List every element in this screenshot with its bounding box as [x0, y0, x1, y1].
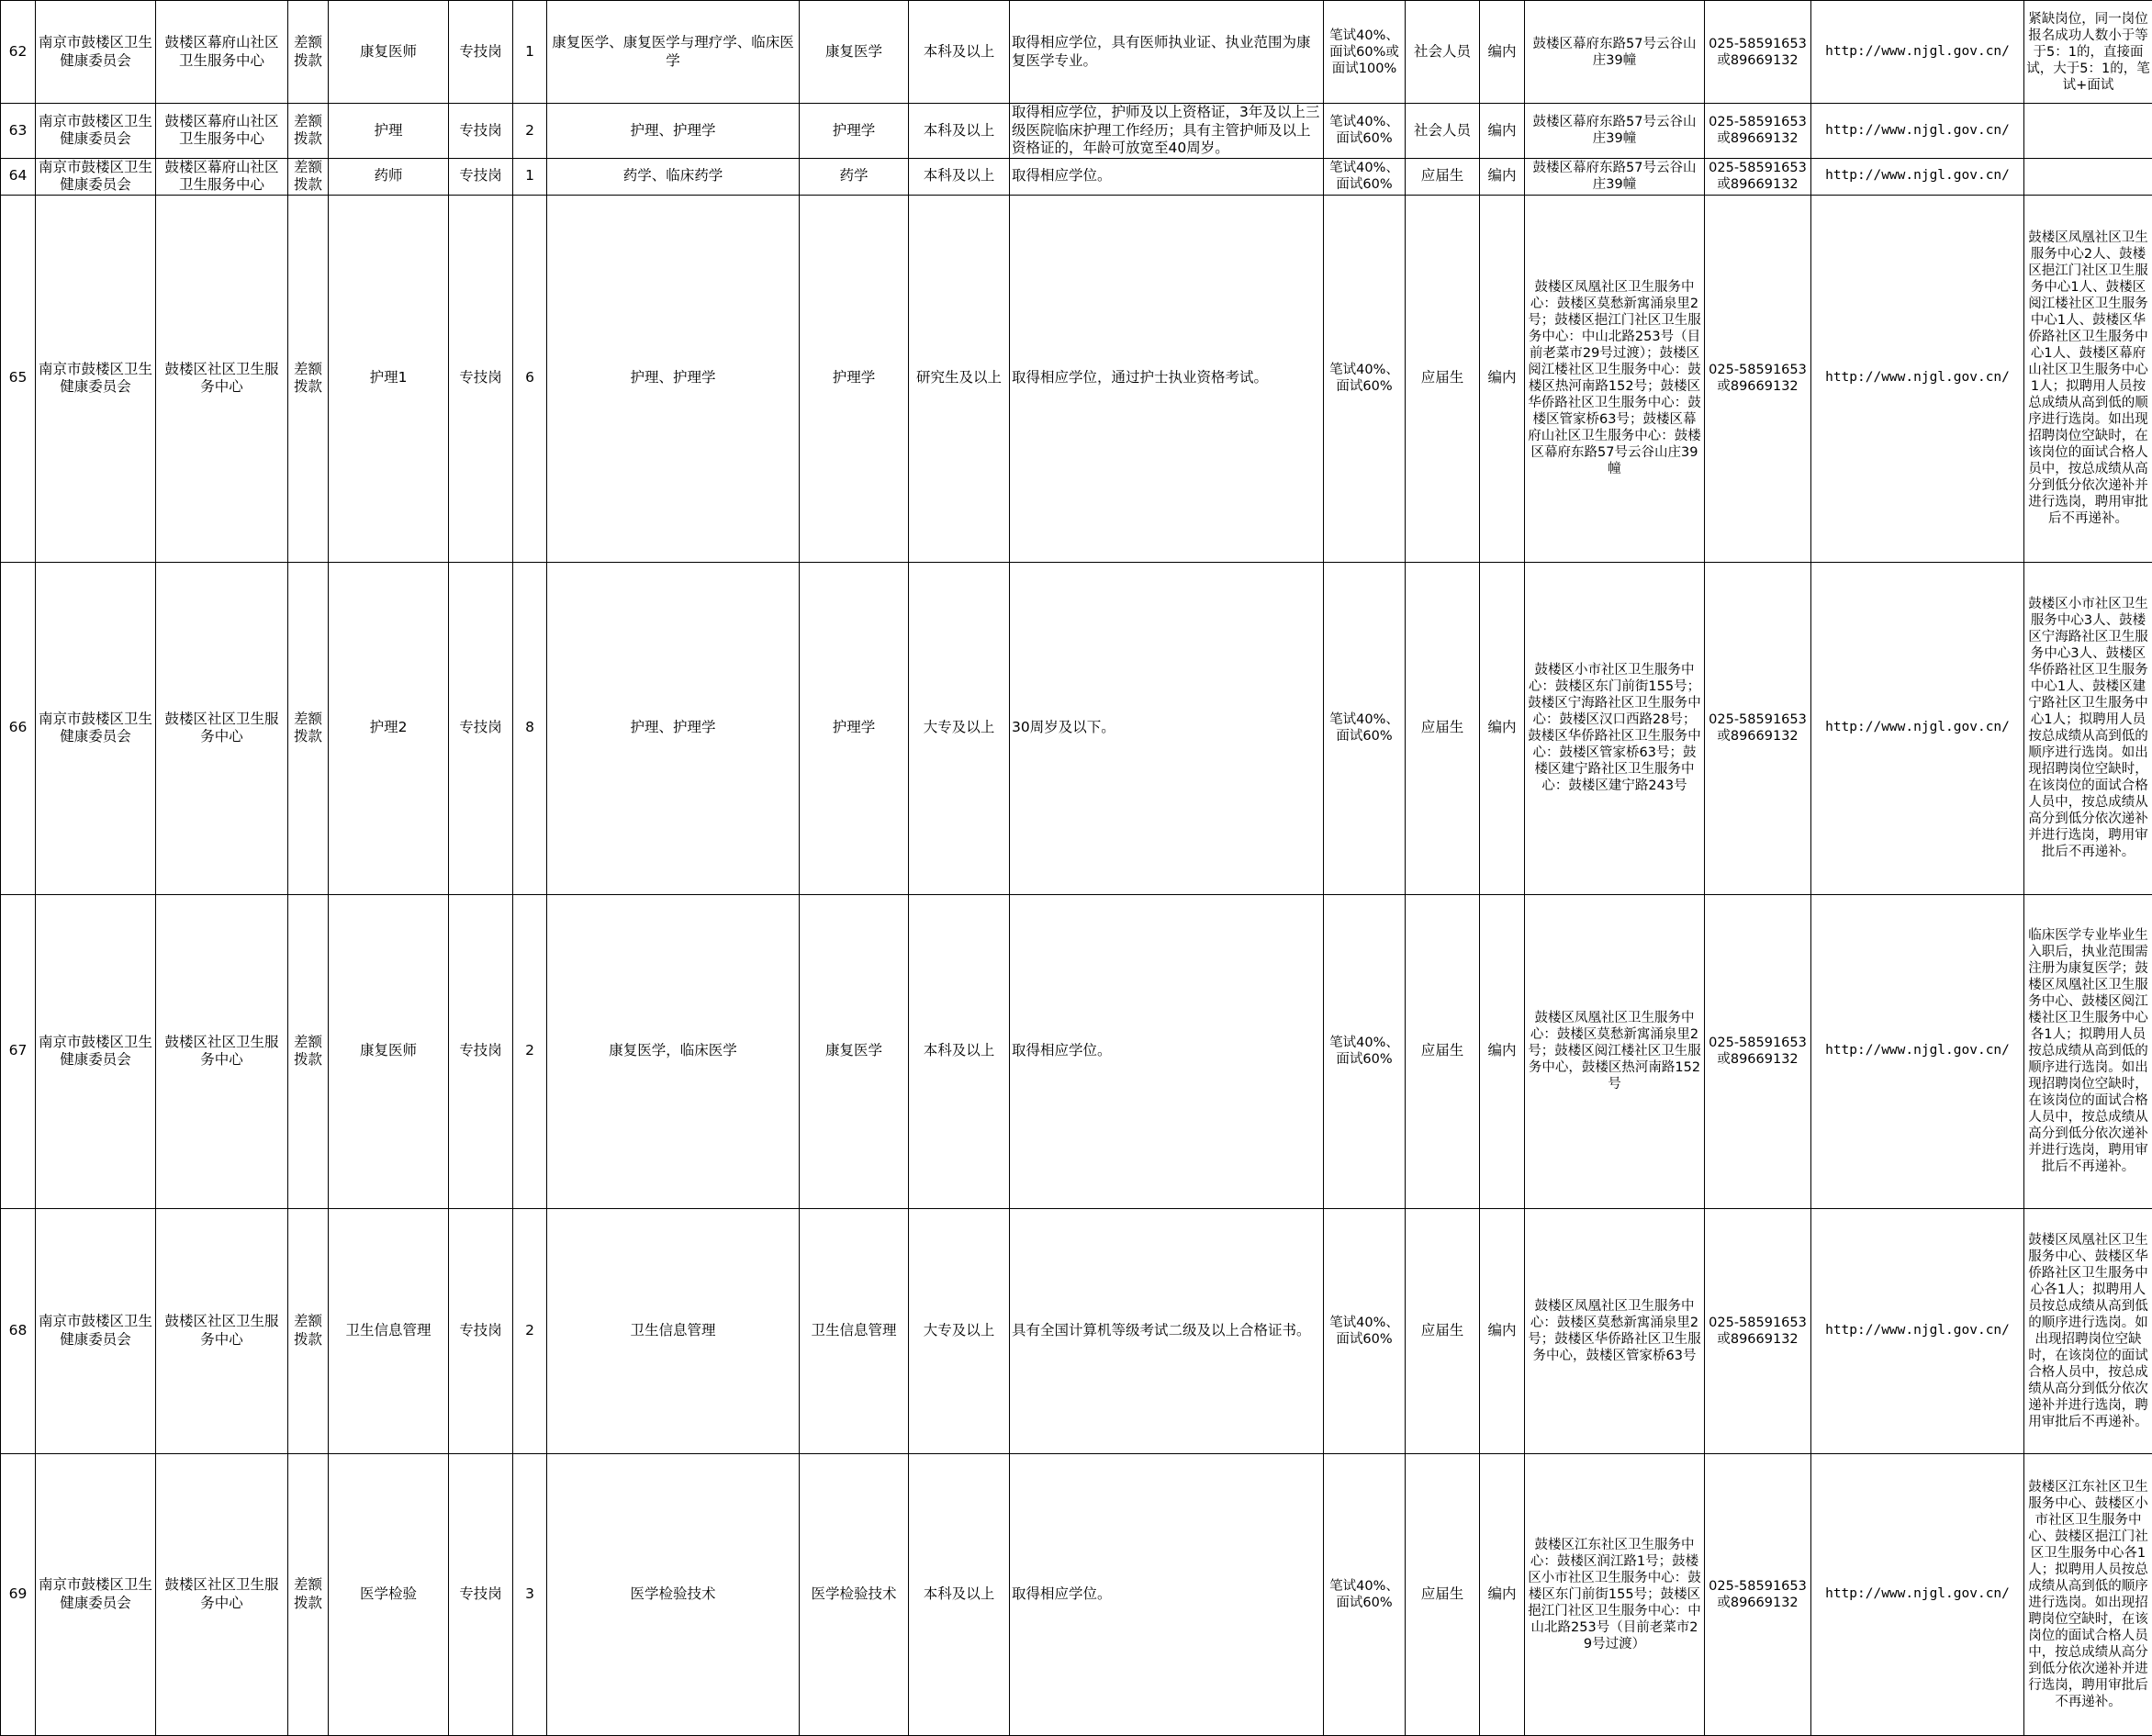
- target-cell: 应届生: [1406, 1208, 1480, 1453]
- row-number-cell: 65: [1, 195, 36, 562]
- table-row: [1, 1, 2152, 104]
- education-cell: 研究生及以上: [909, 195, 1010, 562]
- headcount-cell: 3: [513, 1453, 547, 1735]
- post-name-cell: 护理2: [329, 562, 449, 894]
- funding-cell: 差额拨款: [288, 1453, 329, 1735]
- degree-major-cell: 医学检验技术: [800, 1453, 909, 1735]
- address-cell: 鼓楼区凤凰社区卫生服务中心：鼓楼区莫愁新寓涌泉里2号；鼓楼区阅江楼社区卫生服务中心，鼓楼区热河南路152号: [1525, 894, 1705, 1208]
- headcount-cell: 1: [513, 1, 547, 104]
- requirements-cell: 取得相应学位。: [1010, 158, 1324, 195]
- degree-major-cell: 药学: [800, 158, 909, 195]
- notes-cell: 临床医学专业毕业生入职后，执业范围需注册为康复医学；鼓楼区凤凰社区卫生服务中心、鼓楼区阅江楼社区卫生服务中心各1人；拟聘用人员按总成绩从高到低的顺序进行选岗。如出现招聘岗位空缺时，在该岗位的面试合格人员中，按总成绩从高分到低分依次递补并进行选岗，聘用审批后不再递补。: [2024, 894, 2152, 1208]
- staffing-cell: 编内: [1480, 894, 1525, 1208]
- degree-major-cell: 护理学: [800, 562, 909, 894]
- row-number-cell: 69: [1, 1453, 36, 1735]
- address-cell: 鼓楼区小市社区卫生服务中心：鼓楼区东门前街155号；鼓楼区宁海路社区卫生服务中心：鼓楼区汉口西路28号；鼓楼区华侨路社区卫生服务中心：鼓楼区管家桥63号；鼓楼区建宁路社区卫生服务中心：鼓楼区建宁路243号: [1525, 562, 1705, 894]
- post-category-cell: 专技岗: [449, 104, 513, 159]
- unit-cell: 鼓楼区社区卫生服务中心: [156, 195, 288, 562]
- requirements-cell: 取得相应学位。: [1010, 894, 1324, 1208]
- phone-cell: 025-58591653或89669132: [1705, 104, 1811, 159]
- exam-ratio-cell: 笔试40%、面试60%: [1324, 104, 1406, 159]
- major-cell: 医学检验技术: [547, 1453, 800, 1735]
- unit-cell: 鼓楼区社区卫生服务中心: [156, 562, 288, 894]
- post-name-cell: 医学检验: [329, 1453, 449, 1735]
- website-cell: http://www.njgl.gov.cn/: [1811, 562, 2024, 894]
- notes-cell: 紧缺岗位，同一岗位报名成功人数小于等于5：1的，直接面试，大于5：1的，笔试+面试: [2024, 1, 2152, 104]
- headcount-cell: 2: [513, 104, 547, 159]
- exam-ratio-cell: 笔试40%、面试60%: [1324, 1208, 1406, 1453]
- target-cell: 社会人员: [1406, 104, 1480, 159]
- department-cell: 南京市鼓楼区卫生健康委员会: [36, 1, 156, 104]
- phone-cell: 025-58591653或89669132: [1705, 1, 1811, 104]
- funding-cell: 差额拨款: [288, 894, 329, 1208]
- address-cell: 鼓楼区江东社区卫生服务中心：鼓楼区润江路1号；鼓楼区小市社区卫生服务中心：鼓楼区东门前街155号；鼓楼区挹江门社区卫生服务中心：中山北路253号（目前老菜市29号过渡）: [1525, 1453, 1705, 1735]
- notes-cell: [2024, 158, 2152, 195]
- requirements-cell: 取得相应学位。: [1010, 1453, 1324, 1735]
- target-cell: 社会人员: [1406, 1, 1480, 104]
- target-cell: 应届生: [1406, 158, 1480, 195]
- phone-cell: 025-58591653或89669132: [1705, 894, 1811, 1208]
- requirements-cell: 取得相应学位，护师及以上资格证，3年及以上三级医院临床护理工作经历；具有主管护师及以上资格证的，年龄可放宽至40周岁。: [1010, 104, 1324, 159]
- post-name-cell: 康复医师: [329, 1, 449, 104]
- notes-cell: 鼓楼区凤凰社区卫生服务中心、鼓楼区华侨路社区卫生服务中心各1人；拟聘用人员按总成绩从高到低的顺序进行选岗。如出现招聘岗位空缺时，在该岗位的面试合格人员中，按总成绩从高分到低分依次递补并进行选岗，聘用审批后不再递补。: [2024, 1208, 2152, 1453]
- address-cell: 鼓楼区幕府东路57号云谷山庄39幢: [1525, 1, 1705, 104]
- staffing-cell: 编内: [1480, 1453, 1525, 1735]
- funding-cell: 差额拨款: [288, 104, 329, 159]
- staffing-cell: 编内: [1480, 104, 1525, 159]
- education-cell: 大专及以上: [909, 562, 1010, 894]
- exam-ratio-cell: 笔试40%、面试60%: [1324, 158, 1406, 195]
- degree-major-cell: 护理学: [800, 195, 909, 562]
- row-number-cell: 62: [1, 1, 36, 104]
- major-cell: 护理、护理学: [547, 195, 800, 562]
- table-row: [1, 1453, 2152, 1735]
- funding-cell: 差额拨款: [288, 158, 329, 195]
- department-cell: 南京市鼓楼区卫生健康委员会: [36, 562, 156, 894]
- major-cell: 卫生信息管理: [547, 1208, 800, 1453]
- row-number-cell: 63: [1, 104, 36, 159]
- notes-cell: 鼓楼区江东社区卫生服务中心、鼓楼区小市社区卫生服务中心、鼓楼区挹江门社区卫生服务中心各1人；拟聘用人员按总成绩从高到低的顺序进行选岗。如出现招聘岗位空缺时，在该岗位的面试合格人员中，按总成绩从高分到低分依次递补并进行选岗，聘用审批后不再递补。: [2024, 1453, 2152, 1735]
- table-row: [1, 158, 2152, 195]
- major-cell: 护理、护理学: [547, 104, 800, 159]
- funding-cell: 差额拨款: [288, 1208, 329, 1453]
- requirements-cell: 取得相应学位，通过护士执业资格考试。: [1010, 195, 1324, 562]
- website-cell: http://www.njgl.gov.cn/: [1811, 1208, 2024, 1453]
- row-number-cell: 68: [1, 1208, 36, 1453]
- staffing-cell: 编内: [1480, 195, 1525, 562]
- major-cell: 护理、护理学: [547, 562, 800, 894]
- unit-cell: 鼓楼区社区卫生服务中心: [156, 1453, 288, 1735]
- degree-major-cell: 康复医学: [800, 1, 909, 104]
- staffing-cell: 编内: [1480, 158, 1525, 195]
- post-category-cell: 专技岗: [449, 1, 513, 104]
- table-row: [1, 894, 2152, 1208]
- post-name-cell: 药师: [329, 158, 449, 195]
- degree-major-cell: 康复医学: [800, 894, 909, 1208]
- post-category-cell: 专技岗: [449, 1453, 513, 1735]
- exam-ratio-cell: 笔试40%、面试60%: [1324, 894, 1406, 1208]
- funding-cell: 差额拨款: [288, 1, 329, 104]
- department-cell: 南京市鼓楼区卫生健康委员会: [36, 104, 156, 159]
- exam-ratio-cell: 笔试40%、面试60%: [1324, 195, 1406, 562]
- department-cell: 南京市鼓楼区卫生健康委员会: [36, 1453, 156, 1735]
- education-cell: 本科及以上: [909, 1, 1010, 104]
- department-cell: 南京市鼓楼区卫生健康委员会: [36, 1208, 156, 1453]
- education-cell: 本科及以上: [909, 158, 1010, 195]
- exam-ratio-cell: 笔试40%、面试60%: [1324, 1453, 1406, 1735]
- department-cell: 南京市鼓楼区卫生健康委员会: [36, 894, 156, 1208]
- phone-cell: 025-58591653或89669132: [1705, 1208, 1811, 1453]
- address-cell: 鼓楼区幕府东路57号云谷山庄39幢: [1525, 158, 1705, 195]
- phone-cell: 025-58591653或89669132: [1705, 195, 1811, 562]
- post-category-cell: 专技岗: [449, 1208, 513, 1453]
- phone-cell: 025-58591653或89669132: [1705, 158, 1811, 195]
- address-cell: 鼓楼区幕府东路57号云谷山庄39幢: [1525, 104, 1705, 159]
- website-cell: http://www.njgl.gov.cn/: [1811, 894, 2024, 1208]
- education-cell: 本科及以上: [909, 104, 1010, 159]
- unit-cell: 鼓楼区社区卫生服务中心: [156, 894, 288, 1208]
- department-cell: 南京市鼓楼区卫生健康委员会: [36, 158, 156, 195]
- unit-cell: 鼓楼区幕府山社区卫生服务中心: [156, 104, 288, 159]
- table-row: [1, 1208, 2152, 1453]
- major-cell: 药学、临床药学: [547, 158, 800, 195]
- funding-cell: 差额拨款: [288, 562, 329, 894]
- exam-ratio-cell: 笔试40%、面试60%或面试100%: [1324, 1, 1406, 104]
- post-category-cell: 专技岗: [449, 562, 513, 894]
- degree-major-cell: 卫生信息管理: [800, 1208, 909, 1453]
- staffing-cell: 编内: [1480, 562, 1525, 894]
- website-cell: http://www.njgl.gov.cn/: [1811, 1, 2024, 104]
- headcount-cell: 8: [513, 562, 547, 894]
- requirements-cell: 取得相应学位，具有医师执业证、执业范围为康复医学专业。: [1010, 1, 1324, 104]
- target-cell: 应届生: [1406, 562, 1480, 894]
- address-cell: 鼓楼区凤凰社区卫生服务中心：鼓楼区莫愁新寓涌泉里2号；鼓楼区挹江门社区卫生服务中心：中山北路253号（目前老菜市29号过渡）；鼓楼区阅江楼社区卫生服务中心：鼓楼区热河南路152号；鼓楼区华侨路社区卫生服务中心：鼓楼区管家桥63号；鼓楼区幕府山社区卫生服务中心：鼓楼区幕府东路57号云谷山庄39幢: [1525, 195, 1705, 562]
- requirements-cell: 具有全国计算机等级考试二级及以上合格证书。: [1010, 1208, 1324, 1453]
- post-name-cell: 卫生信息管理: [329, 1208, 449, 1453]
- target-cell: 应届生: [1406, 1453, 1480, 1735]
- funding-cell: 差额拨款: [288, 195, 329, 562]
- target-cell: 应届生: [1406, 894, 1480, 1208]
- staffing-cell: 编内: [1480, 1208, 1525, 1453]
- post-category-cell: 专技岗: [449, 158, 513, 195]
- website-cell: http://www.njgl.gov.cn/: [1811, 158, 2024, 195]
- headcount-cell: 1: [513, 158, 547, 195]
- post-name-cell: 康复医师: [329, 894, 449, 1208]
- requirements-cell: 30周岁及以下。: [1010, 562, 1324, 894]
- exam-ratio-cell: 笔试40%、面试60%: [1324, 562, 1406, 894]
- staffing-cell: 编内: [1480, 1, 1525, 104]
- headcount-cell: 2: [513, 894, 547, 1208]
- row-number-cell: 67: [1, 894, 36, 1208]
- row-number-cell: 66: [1, 562, 36, 894]
- table-row: [1, 562, 2152, 894]
- unit-cell: 鼓楼区社区卫生服务中心: [156, 1208, 288, 1453]
- phone-cell: 025-58591653或89669132: [1705, 562, 1811, 894]
- degree-major-cell: 护理学: [800, 104, 909, 159]
- notes-cell: 鼓楼区凤凰社区卫生服务中心2人、鼓楼区挹江门社区卫生服务中心1人、鼓楼区阅江楼社区卫生服务中心1人、鼓楼区华侨路社区卫生服务中心1人、鼓楼区幕府山社区卫生服务中心1人；拟聘用人员按总成绩从高到低的顺序进行选岗。如出现招聘岗位空缺时，在该岗位的面试合格人员中，按总成绩从高分到低分依次递补并进行选岗，聘用审批后不再递补。: [2024, 195, 2152, 562]
- headcount-cell: 6: [513, 195, 547, 562]
- post-category-cell: 专技岗: [449, 195, 513, 562]
- phone-cell: 025-58591653或89669132: [1705, 1453, 1811, 1735]
- department-cell: 南京市鼓楼区卫生健康委员会: [36, 195, 156, 562]
- headcount-cell: 2: [513, 1208, 547, 1453]
- education-cell: 大专及以上: [909, 1208, 1010, 1453]
- major-cell: 康复医学、康复医学与理疗学、临床医学: [547, 1, 800, 104]
- unit-cell: 鼓楼区幕府山社区卫生服务中心: [156, 1, 288, 104]
- website-cell: http://www.njgl.gov.cn/: [1811, 195, 2024, 562]
- unit-cell: 鼓楼区幕府山社区卫生服务中心: [156, 158, 288, 195]
- address-cell: 鼓楼区凤凰社区卫生服务中心：鼓楼区莫愁新寓涌泉里2号；鼓楼区华侨路社区卫生服务中心，鼓楼区管家桥63号: [1525, 1208, 1705, 1453]
- education-cell: 本科及以上: [909, 894, 1010, 1208]
- row-number-cell: 64: [1, 158, 36, 195]
- table-row: [1, 104, 2152, 159]
- education-cell: 本科及以上: [909, 1453, 1010, 1735]
- notes-cell: 鼓楼区小市社区卫生服务中心3人、鼓楼区宁海路社区卫生服务中心3人、鼓楼区华侨路社区卫生服务中心1人、鼓楼区建宁路社区卫生服务中心1人；拟聘用人员按总成绩从高到低的顺序进行选岗。如出现招聘岗位空缺时，在该岗位的面试合格人员中，按总成绩从高分到低分依次递补并进行选岗，聘用审批后不再递补。: [2024, 562, 2152, 894]
- notes-cell: [2024, 104, 2152, 159]
- post-category-cell: 专技岗: [449, 894, 513, 1208]
- website-cell: http://www.njgl.gov.cn/: [1811, 104, 2024, 159]
- post-name-cell: 护理: [329, 104, 449, 159]
- major-cell: 康复医学，临床医学: [547, 894, 800, 1208]
- website-cell: http://www.njgl.gov.cn/: [1811, 1453, 2024, 1735]
- table-row: [1, 195, 2152, 562]
- target-cell: 应届生: [1406, 195, 1480, 562]
- post-name-cell: 护理1: [329, 195, 449, 562]
